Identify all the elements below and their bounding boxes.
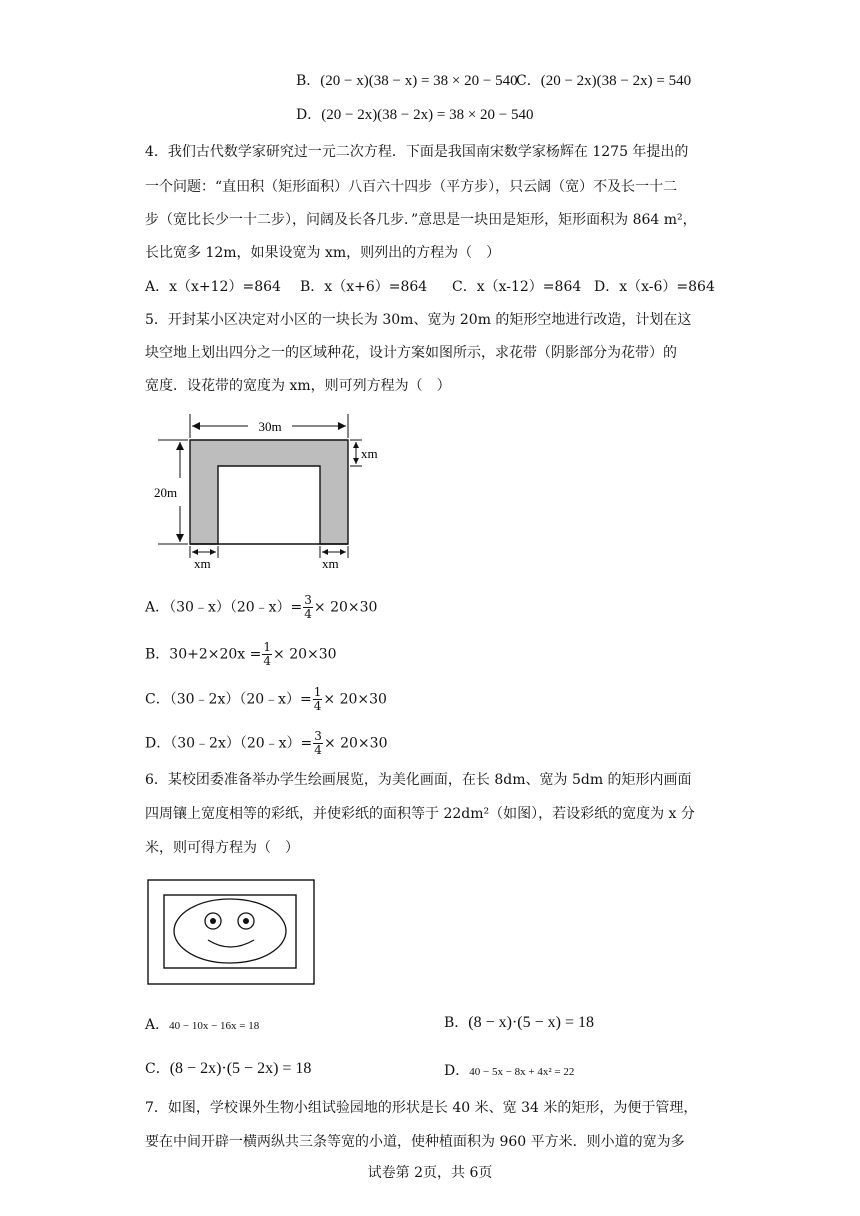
- face-outline: [174, 899, 286, 963]
- option-letter: C．: [516, 73, 541, 89]
- option-letter: D．: [444, 1063, 470, 1079]
- q4-option-d: [594, 276, 715, 296]
- inner-picture: [164, 895, 296, 968]
- right-pupil: [243, 918, 249, 924]
- option-rhs: × 20×30: [323, 691, 387, 708]
- option-lhs: （30﹣2x）（20﹣x）=: [169, 691, 312, 708]
- option-letter: A．: [145, 279, 170, 295]
- height-label: 20m: [154, 485, 178, 500]
- q5-line-3: 宽度．设花带的宽度为 xm，则可列方程为（ ）: [145, 378, 451, 394]
- q7-line-1: 7．如图，学校课外生物小组试验园地的形状是长 40 米、宽 34 米的矩形，为便于管理，: [145, 1100, 698, 1116]
- fraction-numerator: 3: [314, 729, 322, 743]
- q5-line-1: 5．开封某小区决定对小区的一块长为 30m、宽为 20m 的矩形空地进行改造，计划在这: [145, 312, 692, 328]
- option-letter: B．: [300, 279, 325, 295]
- q4-option-c: [452, 276, 581, 296]
- option-lhs: （30﹣x）（20﹣x）=: [169, 599, 303, 616]
- width-label: 30m: [258, 419, 282, 434]
- fraction-denominator: 4: [304, 607, 312, 621]
- option-rhs: × 20×30: [273, 646, 337, 663]
- option-expression: x（x+6）=864: [324, 279, 428, 295]
- fraction-denominator: 4: [263, 654, 272, 668]
- arrowhead: [192, 422, 200, 430]
- option-rhs: × 20×30: [313, 599, 378, 616]
- q5-option-a: [145, 594, 377, 621]
- fraction-denominator: 4: [313, 699, 322, 713]
- option-letter: A．: [145, 1017, 170, 1033]
- arrowhead: [340, 549, 346, 555]
- option-letter: D．: [145, 735, 171, 752]
- fraction-numerator: 1: [263, 640, 272, 654]
- q5-option-b: [145, 641, 337, 668]
- option-expression: x（x-12）=864: [476, 279, 582, 295]
- q6-option-c: [145, 1058, 311, 1078]
- fraction: [303, 594, 313, 621]
- left-pupil: [210, 918, 216, 924]
- arrowhead: [322, 549, 328, 555]
- option-letter: C．: [145, 691, 170, 708]
- option-letter: C．: [145, 1061, 170, 1077]
- page-footer: 试卷第 2页，共 6页: [367, 1165, 493, 1181]
- option-letter: C．: [452, 279, 477, 295]
- q3-option-d: [296, 104, 534, 124]
- option-expression: (20 − 2x)(38 − 2x) = 540: [540, 73, 692, 89]
- q4-option-a: [145, 276, 281, 296]
- arrowhead: [176, 442, 184, 450]
- option-letter: B．: [145, 646, 170, 663]
- fraction: [313, 686, 323, 713]
- arrowhead: [176, 534, 184, 542]
- belt-width-label: xm: [194, 556, 211, 571]
- option-rhs: × 20×30: [323, 735, 388, 752]
- option-expression: x（x+12）=864: [169, 279, 281, 295]
- option-expression: 40 − 10x − 16x = 18: [169, 1020, 260, 1032]
- q6-line-1: 6．某校团委准备举办学生绘画展览，为美化画面，在长 8dm、宽为 5dm 的矩形内画面: [145, 772, 692, 788]
- option-letter: A．: [145, 599, 170, 616]
- fraction: [313, 730, 323, 757]
- fraction: [262, 641, 272, 668]
- option-expression: (20 − x)(38 − x) = 38 × 20 − 540: [320, 73, 518, 89]
- arrowhead: [353, 458, 359, 464]
- option-expression: 40 − 5x − 8x + 4x² = 22: [469, 1066, 575, 1078]
- q6-option-a: [145, 1014, 259, 1034]
- q6-option-d: [444, 1060, 574, 1080]
- option-letter: D．: [594, 279, 620, 295]
- flower-belt-shape: [190, 440, 348, 544]
- fraction-numerator: 1: [313, 685, 322, 699]
- q6-line-3: 米，则可得方程为（ ）: [145, 840, 299, 856]
- q4-line-4: 长比宽多 12m，如果设宽为 xm，则列出的方程为（ ）: [145, 245, 501, 261]
- q3-option-c: [516, 70, 691, 90]
- option-expression: (8 − 2x)·(5 − 2x) = 18: [169, 1060, 312, 1077]
- option-letter: B．: [444, 1015, 469, 1031]
- option-expression: (20 − 2x)(38 − 2x) = 38 × 20 − 540: [321, 107, 534, 123]
- fraction-numerator: 3: [304, 593, 312, 607]
- belt-width-label: xm: [361, 446, 378, 461]
- fraction-denominator: 4: [314, 743, 322, 757]
- option-letter: D．: [296, 107, 322, 123]
- arrowhead: [338, 422, 346, 430]
- q6-framed-picture-figure: [146, 878, 316, 986]
- smile: [208, 940, 254, 947]
- belt-width-label: xm: [322, 556, 339, 571]
- q6-option-b: [444, 1012, 594, 1032]
- q5-option-d: [145, 730, 387, 757]
- option-letter: B．: [296, 73, 321, 89]
- q4-line-1: 4．我们古代数学家研究过一元二次方程．下面是我国南宋数学家杨辉在 1275 年提出的: [145, 144, 689, 160]
- option-lhs: 30+2×20x =: [169, 646, 262, 663]
- arrowhead: [210, 549, 216, 555]
- option-expression: x（x-6）=864: [619, 279, 715, 295]
- q5-flowerbed-figure: [150, 410, 390, 575]
- q4-line-3: 步（宽比长少一十二步），问阔及长各几步．”意思是一块田是矩形，矩形面积为 864 m²，: [145, 212, 697, 228]
- option-expression: (8 − x)·(5 − x) = 18: [468, 1014, 595, 1031]
- option-lhs: （30﹣2x）（20﹣x）=: [170, 735, 313, 752]
- arrowhead: [353, 442, 359, 448]
- q5-line-2: 块空地上划出四分之一的区域种花，设计方案如图所示，求花带（阴影部分为花带）的: [145, 345, 677, 361]
- q7-line-2: 要在中间开辟一横两纵共三条等宽的小道，使种植面积为 960 平方米．则小道的宽为多: [145, 1134, 685, 1150]
- arrowhead: [192, 549, 198, 555]
- q3-option-b: [296, 70, 518, 90]
- q5-option-c: [145, 686, 387, 713]
- q4-line-2: 一个问题：“直田积（矩形面积）八百六十四步（平方步），只云阔（宽）不及长一十二: [145, 179, 678, 195]
- q4-option-b: [300, 276, 427, 296]
- q6-line-2: 四周镶上宽度相等的彩纸，并使彩纸的面积等于 22dm²（如图），若设彩纸的宽度为 x 分: [145, 806, 695, 822]
